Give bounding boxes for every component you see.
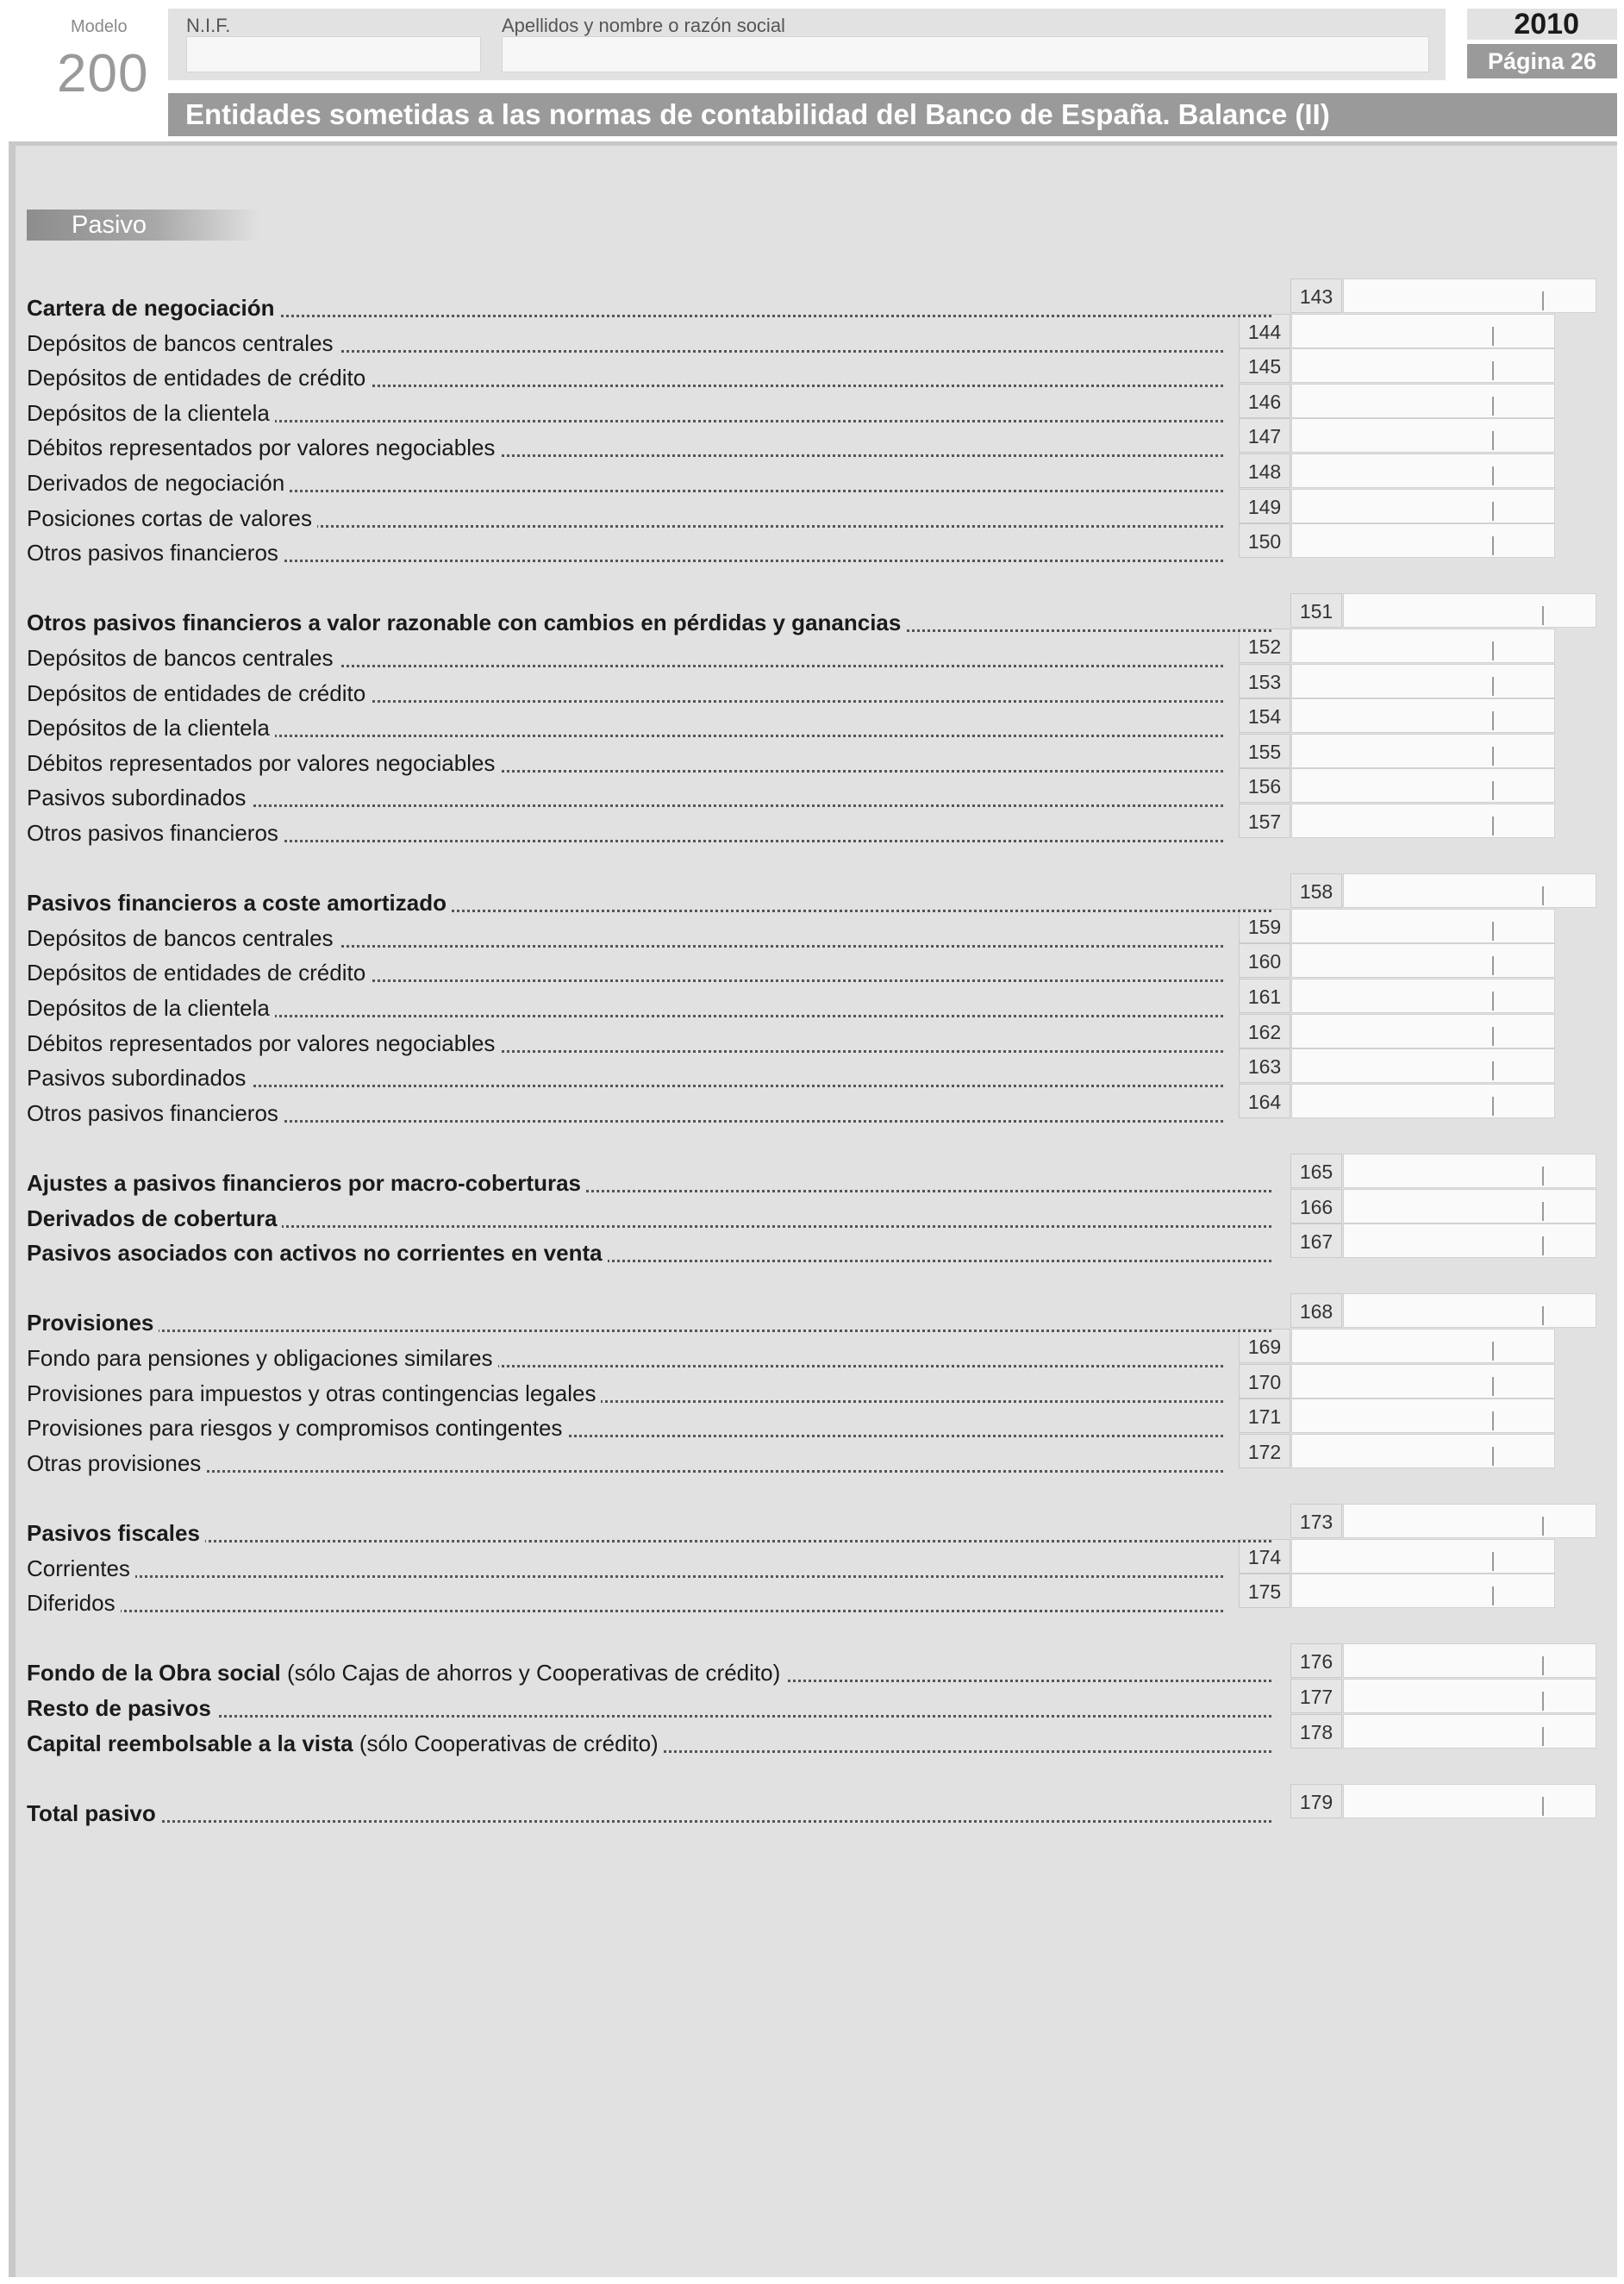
item-row-label bbox=[27, 1376, 1223, 1411]
row-label-text bbox=[27, 925, 339, 951]
box-code: 179 bbox=[1290, 1784, 1342, 1818]
box-code: 173 bbox=[1290, 1504, 1342, 1538]
amount-input[interactable] bbox=[1343, 278, 1596, 313]
box-code: 175 bbox=[1239, 1574, 1290, 1608]
box-code: 156 bbox=[1239, 768, 1290, 803]
row-label-text bbox=[27, 1520, 205, 1546]
box-code: 163 bbox=[1239, 1048, 1290, 1083]
row-label-main-text: Capital reembolsable a la vista bbox=[27, 1730, 353, 1756]
box-code: 150 bbox=[1239, 523, 1290, 558]
item-row-label bbox=[27, 1026, 1223, 1061]
row-label-main-text: Otros pasivos financieros bbox=[27, 820, 278, 846]
amount-input[interactable] bbox=[1291, 734, 1555, 768]
decimal-separator bbox=[1492, 992, 1494, 1011]
row-label-main-text: Débitos representados por valores negociables bbox=[27, 750, 496, 776]
item-row-label bbox=[27, 710, 1223, 745]
decimal-separator bbox=[1492, 1377, 1494, 1396]
box-code: 155 bbox=[1239, 734, 1290, 768]
row-label-main-text: Otros pasivos financieros bbox=[27, 1100, 278, 1126]
amount-input[interactable] bbox=[1343, 593, 1596, 628]
row-label-text bbox=[27, 1065, 251, 1091]
item-row-label bbox=[27, 360, 1223, 395]
decimal-separator bbox=[1492, 677, 1494, 696]
row-label-main-text: Provisiones bbox=[27, 1310, 154, 1336]
decimal-separator bbox=[1492, 817, 1494, 835]
row-label-text bbox=[27, 1380, 601, 1406]
amount-input[interactable] bbox=[1343, 1504, 1596, 1538]
item-row-label bbox=[27, 396, 1223, 430]
box-code: 148 bbox=[1239, 454, 1290, 488]
row-label-text bbox=[27, 1030, 500, 1056]
amount-input[interactable] bbox=[1291, 418, 1555, 453]
item-row-label bbox=[27, 466, 1223, 500]
decimal-separator bbox=[1492, 641, 1494, 660]
row-label-main-text: Pasivos asociados con activos no corrientes en venta bbox=[27, 1240, 603, 1266]
section-row-label bbox=[27, 1236, 1271, 1270]
decimal-separator bbox=[1542, 606, 1544, 625]
amount-input[interactable] bbox=[1343, 873, 1596, 908]
row-label-main-text: Depósitos de entidades de crédito bbox=[27, 960, 366, 986]
item-row-label bbox=[27, 1096, 1223, 1130]
item-row-label bbox=[27, 991, 1223, 1025]
item-row-label bbox=[27, 641, 1223, 675]
amount-input[interactable] bbox=[1291, 1539, 1555, 1574]
row-label-main-text: Depósitos de la clientela bbox=[27, 400, 270, 426]
row-label-main-text: Otros pasivos financieros bbox=[27, 540, 278, 566]
row-label-main-text: Depósitos de entidades de crédito bbox=[27, 365, 366, 391]
item-row-label bbox=[27, 1411, 1223, 1445]
row-label-main-text: Total pasivo bbox=[27, 1800, 156, 1826]
row-label-main-text: Posiciones cortas de valores bbox=[27, 505, 312, 531]
section-row-label bbox=[27, 1305, 1271, 1340]
item-row-label bbox=[27, 535, 1223, 570]
amount-input[interactable] bbox=[1291, 1364, 1555, 1399]
box-code: 174 bbox=[1239, 1539, 1290, 1574]
row-label-text bbox=[27, 540, 284, 566]
row-label-main-text: Diferidos bbox=[27, 1590, 116, 1616]
row-label-main-text: Ajustes a pasivos financieros por macro-coberturas bbox=[27, 1170, 581, 1196]
section-row-label bbox=[27, 1691, 1271, 1725]
box-code: 153 bbox=[1239, 664, 1290, 698]
box-code: 176 bbox=[1290, 1643, 1342, 1678]
decimal-separator bbox=[1492, 781, 1494, 800]
row-label-text bbox=[27, 1345, 498, 1371]
row-label-text bbox=[27, 995, 275, 1021]
decimal-separator bbox=[1492, 956, 1494, 975]
decimal-separator bbox=[1492, 502, 1494, 521]
decimal-separator bbox=[1492, 1027, 1494, 1046]
item-row-label bbox=[27, 1341, 1223, 1375]
box-code: 144 bbox=[1239, 314, 1290, 348]
amount-input[interactable] bbox=[1291, 1399, 1555, 1433]
item-row-label bbox=[27, 921, 1223, 955]
decimal-separator bbox=[1542, 1727, 1544, 1746]
row-label-text bbox=[27, 400, 275, 426]
decimal-separator bbox=[1542, 1236, 1544, 1255]
row-label-text bbox=[27, 1205, 282, 1231]
decimal-separator bbox=[1542, 1517, 1544, 1536]
dot-leader bbox=[27, 1330, 1271, 1332]
row-label-text bbox=[27, 330, 339, 356]
box-code: 151 bbox=[1290, 593, 1342, 628]
row-label-text bbox=[27, 785, 251, 810]
row-label-text bbox=[27, 1800, 161, 1826]
amount-input[interactable] bbox=[1291, 454, 1555, 488]
amount-input[interactable] bbox=[1343, 1679, 1596, 1713]
decimal-separator bbox=[1492, 1097, 1494, 1116]
item-row-label bbox=[27, 746, 1223, 780]
decimal-separator bbox=[1542, 291, 1544, 310]
row-label-main-text: Pasivos subordinados bbox=[27, 1065, 247, 1091]
row-label-main-text: Resto de pasivos bbox=[27, 1695, 211, 1721]
amount-input[interactable] bbox=[1291, 804, 1555, 838]
decimal-separator bbox=[1542, 1692, 1544, 1711]
row-label-note: (sólo Cooperativas de crédito) bbox=[353, 1730, 659, 1756]
row-label-text bbox=[27, 1730, 664, 1756]
amount-input[interactable] bbox=[1291, 629, 1555, 663]
decimal-separator bbox=[1542, 1167, 1544, 1186]
box-code: 158 bbox=[1290, 873, 1342, 908]
decimal-separator bbox=[1492, 1411, 1494, 1430]
amount-input[interactable] bbox=[1343, 1223, 1596, 1258]
row-label-text bbox=[27, 435, 500, 460]
amount-input[interactable] bbox=[1343, 1293, 1596, 1328]
decimal-separator bbox=[1492, 1447, 1494, 1466]
row-label-text bbox=[27, 820, 284, 846]
item-row-label bbox=[27, 1586, 1223, 1620]
box-code: 146 bbox=[1239, 384, 1290, 418]
item-row-label bbox=[27, 501, 1223, 535]
box-code: 154 bbox=[1239, 698, 1290, 733]
decimal-separator bbox=[1492, 466, 1494, 485]
box-code: 169 bbox=[1239, 1329, 1290, 1363]
decimal-separator bbox=[1542, 1306, 1544, 1325]
box-code: 157 bbox=[1239, 804, 1290, 838]
row-label-main-text: Depósitos de bancos centrales bbox=[27, 925, 334, 951]
box-code: 171 bbox=[1239, 1399, 1290, 1433]
decimal-separator bbox=[1492, 1342, 1494, 1361]
row-label-text bbox=[27, 1310, 159, 1336]
row-label-text bbox=[27, 1590, 121, 1616]
box-code: 164 bbox=[1239, 1084, 1290, 1118]
box-code: 166 bbox=[1290, 1189, 1342, 1223]
name-label: Apellidos y nombre o razón social bbox=[502, 15, 785, 36]
item-row-label bbox=[27, 1061, 1223, 1095]
section-row-label bbox=[27, 1796, 1271, 1830]
row-label-main-text: Depósitos de entidades de crédito bbox=[27, 680, 366, 706]
row-label-text bbox=[27, 645, 339, 671]
row-label-text bbox=[27, 610, 906, 635]
amount-input[interactable] bbox=[1291, 768, 1555, 803]
row-label-text bbox=[27, 1170, 586, 1196]
page-title: Entidades sometidas a las normas de contabilidad del Banco de España. Balance (II) bbox=[168, 93, 1617, 136]
section-row-label bbox=[27, 1516, 1271, 1550]
amount-input[interactable] bbox=[1291, 523, 1555, 558]
row-label-text bbox=[27, 1555, 135, 1581]
dot-leader bbox=[27, 1540, 1271, 1542]
section-row-label bbox=[27, 1655, 1271, 1690]
dot-leader bbox=[27, 1575, 1223, 1578]
box-code: 172 bbox=[1239, 1434, 1290, 1468]
decimal-separator bbox=[1542, 1797, 1544, 1816]
section-row-label bbox=[27, 605, 1271, 640]
amount-input[interactable] bbox=[1291, 1048, 1555, 1083]
amount-input[interactable] bbox=[1291, 698, 1555, 733]
decimal-separator bbox=[1492, 431, 1494, 450]
amount-input[interactable] bbox=[1291, 384, 1555, 418]
row-label-text bbox=[27, 470, 290, 496]
amount-input[interactable] bbox=[1291, 1014, 1555, 1048]
amount-input[interactable] bbox=[1291, 1574, 1555, 1608]
row-label-main-text: Fondo para pensiones y obligaciones similares bbox=[27, 1345, 493, 1371]
row-label-main-text: Depósitos de bancos centrales bbox=[27, 645, 334, 671]
row-label-text bbox=[27, 1450, 206, 1476]
section-row-label bbox=[27, 1201, 1271, 1236]
row-label-text bbox=[27, 680, 371, 706]
decimal-separator bbox=[1492, 327, 1494, 346]
decimal-separator bbox=[1492, 1552, 1494, 1571]
item-row-label bbox=[27, 780, 1223, 815]
row-label-main-text: Depósitos de la clientela bbox=[27, 715, 270, 741]
nif-label: N.I.F. bbox=[186, 15, 231, 36]
amount-input[interactable] bbox=[1343, 1643, 1596, 1678]
year-badge: 2010 bbox=[1467, 9, 1617, 40]
section-row-label bbox=[27, 291, 1271, 325]
amount-input[interactable] bbox=[1291, 943, 1555, 978]
box-code: 160 bbox=[1239, 943, 1290, 978]
item-row-label bbox=[27, 816, 1223, 850]
row-label-text bbox=[27, 1240, 608, 1266]
amount-input[interactable] bbox=[1291, 979, 1555, 1013]
modelo-number: 200 bbox=[57, 44, 149, 103]
amount-input[interactable] bbox=[1291, 314, 1555, 348]
box-code: 165 bbox=[1290, 1154, 1342, 1188]
box-code: 145 bbox=[1239, 348, 1290, 383]
decimal-separator bbox=[1492, 922, 1494, 941]
dot-leader bbox=[27, 1610, 1223, 1612]
row-label-main-text: Otras provisiones bbox=[27, 1450, 202, 1476]
dot-leader bbox=[27, 1820, 1271, 1823]
modelo-label: Modelo bbox=[71, 17, 128, 36]
row-label-main-text: Provisiones para impuestos y otras contingencias legales bbox=[27, 1380, 597, 1406]
decimal-separator bbox=[1492, 361, 1494, 380]
amount-input[interactable] bbox=[1343, 1154, 1596, 1188]
decimal-separator bbox=[1542, 1656, 1544, 1675]
box-code: 152 bbox=[1239, 629, 1290, 663]
box-code: 159 bbox=[1239, 909, 1290, 943]
decimal-separator bbox=[1492, 747, 1494, 766]
row-label-main-text: Pasivos fiscales bbox=[27, 1520, 200, 1546]
item-row-label bbox=[27, 676, 1223, 710]
row-label-main-text: Pasivos subordinados bbox=[27, 785, 247, 810]
row-label-text bbox=[27, 715, 275, 741]
amount-input[interactable] bbox=[1291, 1084, 1555, 1118]
section-row-label bbox=[27, 1726, 1271, 1761]
name-input[interactable] bbox=[502, 36, 1429, 72]
amount-input[interactable] bbox=[1343, 1714, 1596, 1749]
section-row-label bbox=[27, 885, 1271, 920]
row-label-text bbox=[27, 295, 280, 321]
row-label-main-text: Débitos representados por valores negociables bbox=[27, 435, 496, 460]
row-label-note: (sólo Cajas de ahorros y Cooperativas de crédito) bbox=[280, 1660, 781, 1686]
item-row-label bbox=[27, 430, 1223, 465]
box-code: 162 bbox=[1239, 1014, 1290, 1048]
box-code: 177 bbox=[1290, 1679, 1342, 1713]
row-label-main-text: Provisiones para riesgos y compromisos contingentes bbox=[27, 1415, 563, 1441]
decimal-separator bbox=[1492, 1586, 1494, 1605]
decimal-separator bbox=[1492, 711, 1494, 730]
row-label-text bbox=[27, 750, 500, 776]
section-title: Pasivo bbox=[27, 210, 259, 241]
item-row-label bbox=[27, 1551, 1223, 1586]
item-row-label bbox=[27, 326, 1223, 360]
row-label-main-text: Derivados de negociación bbox=[27, 470, 285, 496]
row-label-main-text: Pasivos financieros a coste amortizado bbox=[27, 890, 447, 916]
row-label-text bbox=[27, 1415, 567, 1441]
box-code: 149 bbox=[1239, 489, 1290, 523]
section-row-label bbox=[27, 1166, 1271, 1200]
row-label-main-text: Otros pasivos financieros a valor razonable con cambios en pérdidas y ganancias bbox=[27, 610, 902, 635]
row-label-main-text: Depósitos de la clientela bbox=[27, 995, 270, 1021]
row-label-main-text: Derivados de cobertura bbox=[27, 1205, 278, 1231]
box-code: 161 bbox=[1239, 979, 1290, 1013]
amount-input[interactable] bbox=[1291, 489, 1555, 523]
item-row-label bbox=[27, 1446, 1223, 1480]
box-code: 167 bbox=[1290, 1223, 1342, 1258]
amount-input[interactable] bbox=[1291, 348, 1555, 383]
box-code: 143 bbox=[1290, 278, 1342, 313]
row-label-main-text: Cartera de negociación bbox=[27, 295, 275, 321]
row-label-main-text: Depósitos de bancos centrales bbox=[27, 330, 334, 356]
dot-leader bbox=[27, 1470, 1223, 1473]
row-label-text bbox=[27, 890, 452, 916]
amount-input[interactable] bbox=[1343, 1189, 1596, 1223]
row-label-text bbox=[27, 505, 317, 531]
amount-input[interactable] bbox=[1291, 1434, 1555, 1468]
box-code: 147 bbox=[1239, 418, 1290, 453]
row-label-main-text: Débitos representados por valores negociables bbox=[27, 1030, 496, 1056]
decimal-separator bbox=[1542, 886, 1544, 905]
box-code: 178 bbox=[1290, 1714, 1342, 1749]
nif-input[interactable] bbox=[186, 36, 481, 72]
amount-input[interactable] bbox=[1343, 1784, 1596, 1818]
row-label-text bbox=[27, 960, 371, 986]
row-label-text bbox=[27, 1100, 284, 1126]
box-code: 170 bbox=[1239, 1364, 1290, 1399]
amount-input[interactable] bbox=[1291, 909, 1555, 943]
row-label-text bbox=[27, 1660, 785, 1686]
decimal-separator bbox=[1542, 1202, 1544, 1221]
item-row-label bbox=[27, 955, 1223, 990]
row-label-text bbox=[27, 365, 371, 391]
amount-input[interactable] bbox=[1291, 1329, 1555, 1363]
box-code: 168 bbox=[1290, 1293, 1342, 1328]
decimal-separator bbox=[1492, 397, 1494, 416]
amount-input[interactable] bbox=[1291, 664, 1555, 698]
row-label-main-text: Corrientes bbox=[27, 1555, 130, 1581]
decimal-separator bbox=[1492, 536, 1494, 555]
page-number: Página 26 bbox=[1467, 44, 1617, 78]
row-label-main-text: Fondo de la Obra social bbox=[27, 1660, 281, 1686]
decimal-separator bbox=[1492, 1061, 1494, 1080]
row-label-text bbox=[27, 1695, 216, 1721]
